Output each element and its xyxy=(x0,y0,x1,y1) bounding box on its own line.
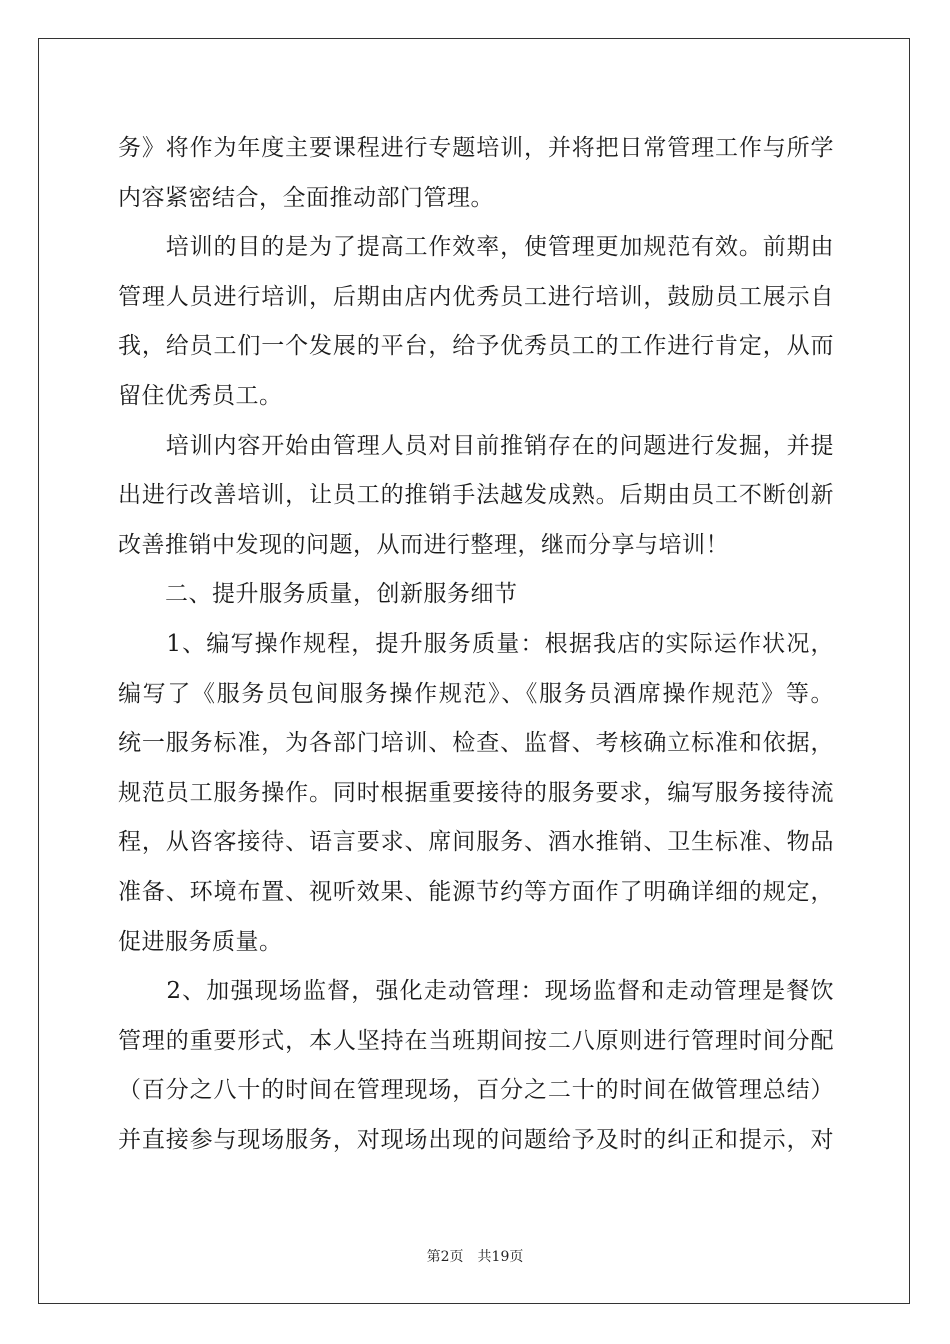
text-line: 二、提升服务质量，创新服务细节 xyxy=(118,581,518,608)
text-line: 出进行改善培训，让员工的推销手法越发成熟。后期由员工不断创新 xyxy=(118,482,834,509)
text-line: 我，给员工们一个发展的平台，给予优秀员工的工作进行肯定，从而 xyxy=(118,333,834,360)
text-line: 并直接参与现场服务，对现场出现的问题给予及时的纠正和提示，对 xyxy=(118,1126,834,1153)
text-line: 规范员工服务操作。同时根据重要接待的服务要求，编写服务接待流 xyxy=(118,779,834,806)
text-line: 管理人员进行培训，后期由店内优秀员工进行培训，鼓励员工展示自 xyxy=(118,283,834,310)
text-line: 管理的重要形式，本人坚持在当班期间按二八原则进行管理时间分配 xyxy=(118,1027,834,1054)
text-line: 改善推销中发现的问题，从而进行整理，继而分享与培训！ xyxy=(118,531,729,558)
page-number-footer: 第2页 共19页 xyxy=(426,1249,524,1265)
text-line: 促进服务质量。 xyxy=(118,928,283,955)
text-line: 培训内容开始由管理人员对目前推销存在的问题进行发掘，并提 xyxy=(118,432,834,459)
text-line: 1、编写操作规程，提升服务质量：根据我店的实际运作状况， xyxy=(118,630,834,657)
text-line: 程，从咨客接待、语言要求、席间服务、酒水推销、卫生标准、物品 xyxy=(118,829,834,856)
document-body xyxy=(118,124,834,1165)
text-line: 务》将作为年度主要课程进行专题培训，并将把日常管理工作与所学 xyxy=(118,135,834,161)
text-line: 统一服务标准，为各部门培训、检查、监督、考核确立标准和依据， xyxy=(118,730,834,757)
text-line: （百分之八十的时间在管理现场，百分之二十的时间在做管理总结） xyxy=(118,1077,834,1104)
text-line: 准备、环境布置、视听效果、能源节约等方面作了明确详细的规定， xyxy=(118,878,834,905)
text-line: 内容紧密结合，全面推动部门管理。 xyxy=(118,184,494,211)
text-line: 留住优秀员工。 xyxy=(118,382,283,409)
text-line: 编写了《服务员包间服务操作规范》、《服务员酒席操作规范》等。 xyxy=(118,680,834,707)
text-line: 培训的目的是为了提高工作效率，使管理更加规范有效。前期由 xyxy=(118,234,834,261)
text-line: 2、加强现场监督，强化走动管理：现场监督和走动管理是餐饮 xyxy=(118,978,834,1005)
